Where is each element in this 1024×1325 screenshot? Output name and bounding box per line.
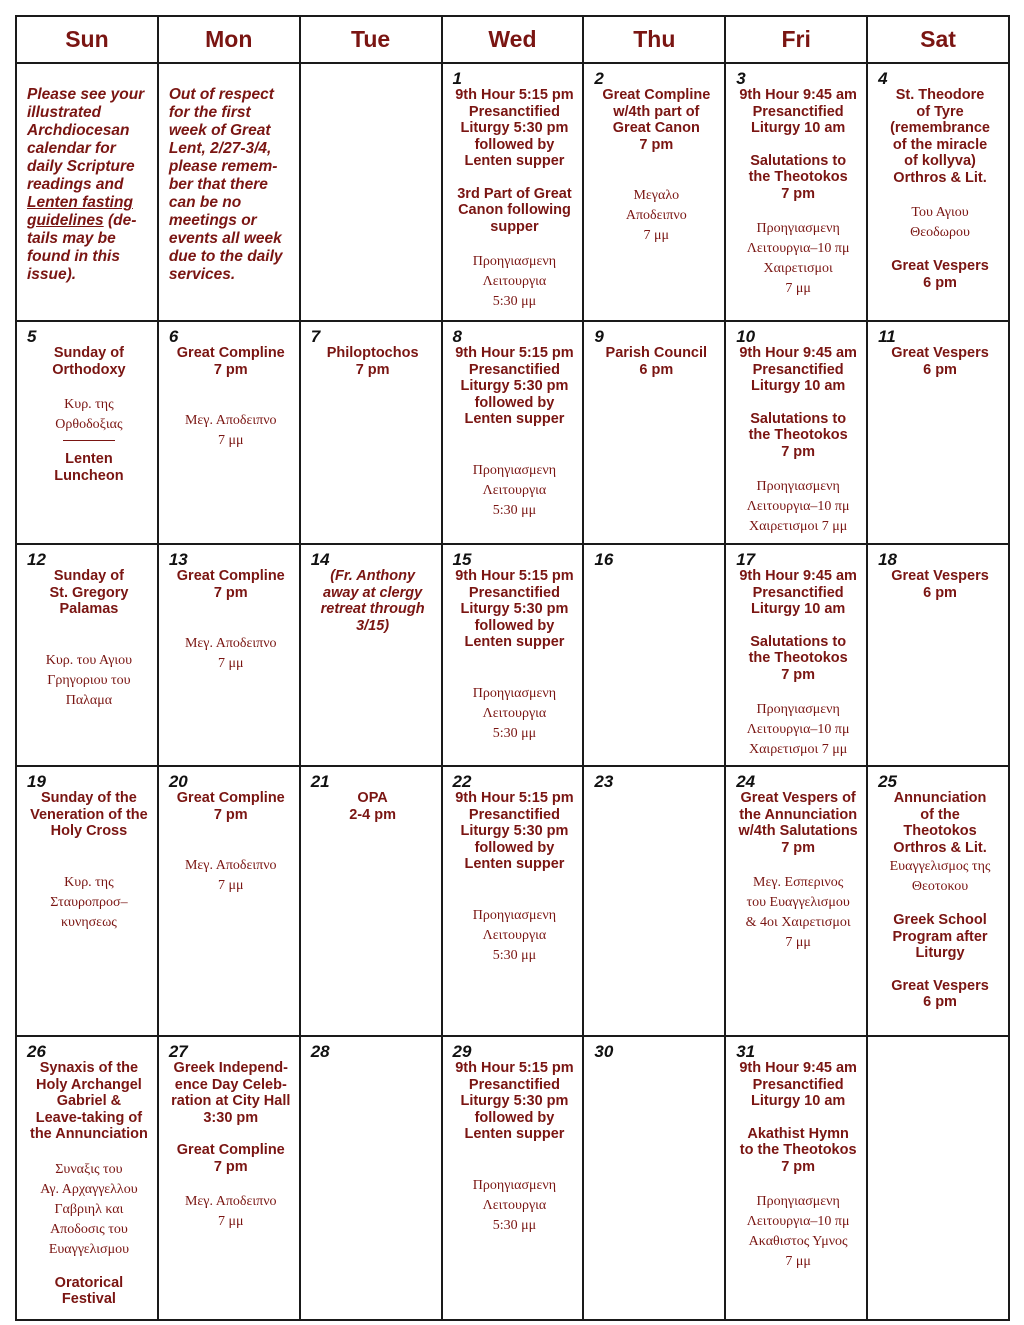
event-text: 2-4 pm <box>349 806 396 823</box>
day-number: 26 <box>27 1042 46 1061</box>
day-number: 5 <box>27 327 37 346</box>
event-text: OPA <box>357 790 388 806</box>
greek-text: 7 μμ <box>218 656 244 671</box>
event-text: Annunciation <box>893 790 987 806</box>
day-number: 31 <box>736 1042 756 1061</box>
day-cell-4 <box>867 63 1009 321</box>
event-text: followed by <box>474 394 555 411</box>
event-text: 6 pm <box>923 361 957 378</box>
event-text: St. Gregory <box>49 584 129 601</box>
event-text: Lenten <box>65 451 113 467</box>
day-number: 13 <box>168 550 188 569</box>
greek-text: Λειτουργια–10 πμ <box>746 499 850 514</box>
day-cell-8 <box>442 321 584 544</box>
event-text: 6 pm <box>923 274 957 291</box>
event-text: 7 pm <box>781 666 816 683</box>
day-number: 6 <box>168 327 179 346</box>
greek-text: 5:30 μμ <box>492 947 537 963</box>
event-text: the Annunciation <box>739 806 858 823</box>
day-number: 15 <box>452 550 472 569</box>
event-text: Great Vespers <box>891 977 989 994</box>
greek-text: Κυρ. της <box>64 397 114 412</box>
day-number: 14 <box>310 550 330 569</box>
greek-text: Λειτουργια–10 πμ <box>746 1214 850 1229</box>
event-text: Parish Council <box>605 345 708 361</box>
greek-text: Προηγιασμενη <box>472 1177 557 1193</box>
greek-text: Θεοτοκου <box>911 879 969 894</box>
greek-text: Αποδοσις του <box>50 1221 128 1237</box>
day-cell-3 <box>725 63 867 321</box>
event-text: Great Compline <box>176 1142 285 1158</box>
day-cell-30 <box>583 1036 725 1320</box>
greek-text: Προηγιασμενη <box>756 221 840 236</box>
event-text: Presanctified <box>468 806 560 823</box>
event-text: of the <box>920 806 960 823</box>
day-number: 18 <box>878 550 897 569</box>
event-text: Presanctified <box>468 1076 560 1093</box>
day-number: 4 <box>878 69 888 88</box>
day-cell-11 <box>867 321 1009 544</box>
event-text: Philoptochos <box>326 345 419 361</box>
greek-text: 7 μμ <box>785 935 811 950</box>
greek-text: Ακαθιστος Υμνος <box>748 1234 848 1249</box>
event-text: 3/15) <box>356 617 390 634</box>
greek-text: Μεγ. Αποδειπνο <box>184 413 277 428</box>
event-text: 9th Hour 5:15 pm <box>455 87 574 103</box>
event-text: the Theotokos <box>748 650 848 666</box>
day-number: 30 <box>594 1042 614 1061</box>
event-text: Presanctified <box>752 1076 844 1093</box>
event-text: Great Vespers <box>891 258 989 274</box>
note-text-end: (de-tails may be found in this issue). <box>27 212 137 283</box>
day-cell-9 <box>583 321 725 544</box>
day-number: 7 <box>310 327 321 346</box>
greek-text: Χαιρετισμοι <box>763 261 833 276</box>
event-text: of Tyre <box>916 103 964 120</box>
greek-text: Προηγιασμενη <box>756 479 840 494</box>
event-text: Akathist Hymn <box>747 1125 849 1142</box>
event-text: Salutations to <box>750 633 847 650</box>
event-text: Gabriel & <box>56 1093 122 1109</box>
event-text: 6 pm <box>923 994 957 1010</box>
greek-text: 7 μμ <box>218 433 244 448</box>
event-text: Salutations to <box>750 410 847 427</box>
event-text: Great Vespers of <box>740 790 856 806</box>
event-text: Great Compline <box>602 87 711 103</box>
greek-text: 5:30 μμ <box>492 725 537 741</box>
day-cell-24 <box>725 766 867 1036</box>
day-cell-25 <box>867 766 1009 1036</box>
event-text: Synaxis of the <box>39 1060 139 1076</box>
greek-text: Ορθοδοξιας <box>55 417 123 432</box>
event-text: Salutations to <box>750 152 847 169</box>
greek-text: Λειτουργια <box>482 927 547 943</box>
week-row-4 <box>16 766 1009 1036</box>
event-text: 3:30 pm <box>203 1109 259 1126</box>
day-cell-6 <box>158 321 300 544</box>
event-text: Lenten supper <box>464 153 565 169</box>
event-text: Orthros & Lit. <box>893 169 987 186</box>
weekday-header-tue: Tue <box>300 16 442 63</box>
day-number: 17 <box>736 550 756 569</box>
note-text: Please see your illustrated Archdiocesan calendar for daily Scripture readings and <box>27 86 145 193</box>
event-text: Lenten supper <box>464 634 565 650</box>
day-cell-23 <box>583 766 725 1036</box>
event-text: of kollyva) <box>904 153 976 169</box>
event-text: followed by <box>474 617 555 634</box>
greek-text: Κυρ. της <box>64 874 114 890</box>
event-text: the Theotokos <box>748 169 848 185</box>
day-cell-14 <box>300 544 442 766</box>
greek-text: Συναξις του <box>55 1161 123 1177</box>
weekday-header-mon: Mon <box>158 16 300 63</box>
event-text: 6 pm <box>923 584 957 601</box>
event-text: 9th Hour 5:15 pm <box>455 1060 574 1076</box>
event-text: Liturgy 10 am <box>751 601 846 617</box>
weekday-header-thu: Thu <box>583 16 725 63</box>
event-text: 7 pm <box>639 136 674 153</box>
event-text: Liturgy 5:30 pm <box>460 823 569 839</box>
greek-text: Μεγαλο <box>633 188 680 203</box>
fasting-note <box>27 86 151 284</box>
event-text: Festival <box>61 1291 116 1307</box>
event-text: 9th Hour 5:15 pm <box>455 345 574 361</box>
event-text: Great Canon <box>612 120 700 136</box>
event-text: St. Theodore <box>895 87 985 103</box>
event-text: 7 pm <box>781 185 816 202</box>
event-text: Luncheon <box>54 467 124 484</box>
event-text: ration at City Hall <box>171 1093 291 1109</box>
day-cell-17 <box>725 544 867 766</box>
event-text: Liturgy 5:30 pm <box>460 1093 569 1109</box>
event-text: followed by <box>474 136 555 153</box>
day-cell-21 <box>300 766 442 1036</box>
event-text: supper <box>490 218 539 235</box>
event-text: Sunday of <box>53 568 124 584</box>
day-cell-10 <box>725 321 867 544</box>
greek-text: Του Αγιου <box>911 205 969 220</box>
greek-text: Μεγ. Εσπερινος <box>753 875 844 890</box>
event-text: the Annunciation <box>29 1126 148 1142</box>
event-text: followed by <box>474 839 555 856</box>
greek-text: Χαιρετισμοι 7 μμ <box>748 519 848 534</box>
week-row-5 <box>16 1036 1009 1320</box>
day-number: 10 <box>736 327 756 346</box>
event-text: Holy Cross <box>50 823 128 839</box>
event-text: away at clergy <box>323 584 423 601</box>
greek-text: Γαβριηλ και <box>54 1201 124 1217</box>
greek-text: Προηγιασμενη <box>756 1194 840 1209</box>
event-text: 3rd Part of Great <box>457 185 572 202</box>
day-number: 8 <box>452 327 462 346</box>
day-cell-2 <box>583 63 725 321</box>
greek-text: 5:30 μμ <box>492 1217 537 1233</box>
day-number: 27 <box>168 1042 188 1061</box>
day-number: 28 <box>310 1042 330 1061</box>
event-text: Program after <box>892 928 988 945</box>
day-cell-empty <box>867 1036 1009 1320</box>
greek-text: Προηγιασμενη <box>472 685 557 701</box>
weekday-header-wed: Wed <box>442 16 584 63</box>
event-text: Great Compline <box>176 345 285 361</box>
day-cell-13 <box>158 544 300 766</box>
event-text: followed by <box>474 1109 555 1126</box>
event-text: Great Compline <box>176 790 285 806</box>
greek-text: Σταυροπροσ– <box>50 894 128 910</box>
week-row-2 <box>16 321 1009 544</box>
event-text: Liturgy 5:30 pm <box>460 120 569 136</box>
event-text: Orthros & Lit. <box>893 839 987 856</box>
event-text: Greek School <box>893 912 987 928</box>
event-text: Presanctified <box>468 361 560 378</box>
divider <box>63 440 115 441</box>
event-text: Liturgy 10 am <box>751 378 846 394</box>
day-cell-27 <box>158 1036 300 1320</box>
day-number: 2 <box>594 69 604 88</box>
event-text: Liturgy 5:30 pm <box>460 378 569 394</box>
greek-text: 7 μμ <box>218 1214 244 1229</box>
event-text: Great Vespers <box>891 345 989 361</box>
day-number: 22 <box>452 772 472 791</box>
day-cell-22 <box>442 766 584 1036</box>
event-text: w/4th Salutations <box>738 823 858 839</box>
day-cell-5 <box>16 321 158 544</box>
event-text: (remembrance <box>890 120 990 136</box>
greek-text: Παλαμα <box>65 692 113 708</box>
event-text: Presanctified <box>468 584 560 601</box>
event-text: Presanctified <box>752 103 844 120</box>
event-text: ence Day Celeb- <box>174 1076 287 1093</box>
event-text: Great Vespers <box>891 568 989 584</box>
day-number: 23 <box>594 772 614 791</box>
fasting-guidelines-link[interactable]: Lenten fasting guidelines <box>27 194 133 229</box>
event-text: Orthodoxy <box>52 361 126 378</box>
greek-text: Αγ. Αρχαγγελλου <box>40 1181 138 1197</box>
event-text: Presanctified <box>752 361 844 378</box>
event-text: 9th Hour 9:45 am <box>739 345 857 361</box>
event-text: Lenten supper <box>464 856 565 872</box>
weekday-header-sun: Sun <box>16 16 158 63</box>
greek-text: Λειτουργια <box>482 482 547 498</box>
event-text: Lenten supper <box>464 1126 565 1142</box>
greek-text: 7 μμ <box>785 1254 811 1269</box>
day-cell-18 <box>867 544 1009 766</box>
event-text: Great Compline <box>176 568 285 584</box>
greek-text: Χαιρετισμοι 7 μμ <box>748 742 848 757</box>
greek-text: Αποδειπνο <box>625 208 687 223</box>
day-cell-29 <box>442 1036 584 1320</box>
greek-text: Λειτουργια–10 πμ <box>746 241 850 256</box>
day-cell-28 <box>300 1036 442 1320</box>
greek-text: Θεοδωρου <box>910 225 970 240</box>
event-text: Liturgy 5:30 pm <box>460 601 569 617</box>
day-number: 9 <box>594 327 604 346</box>
event-text: w/4th part of <box>613 103 700 120</box>
event-text: Palamas <box>59 601 119 617</box>
day-number: 29 <box>452 1042 472 1061</box>
day-cell-15 <box>442 544 584 766</box>
day-number: 3 <box>736 69 746 88</box>
week-row-3 <box>16 544 1009 766</box>
greek-text: Λειτουργια <box>482 705 547 721</box>
event-text: Veneration of the <box>30 806 148 823</box>
day-cell-empty <box>300 63 442 321</box>
event-text: Greek Independ- <box>173 1060 288 1076</box>
day-cell-31 <box>725 1036 867 1320</box>
event-text: of the miracle <box>892 136 988 153</box>
greek-text: Κυρ. του Αγιου <box>45 652 133 668</box>
day-number: 11 <box>878 327 896 346</box>
day-cell-7 <box>300 321 442 544</box>
event-text: Sunday of <box>53 345 124 361</box>
day-number: 25 <box>878 772 897 791</box>
week-row-1 <box>16 63 1009 321</box>
day-cell-1 <box>442 63 584 321</box>
event-text: 9th Hour 9:45 am <box>739 87 857 103</box>
day-number: 24 <box>736 772 756 791</box>
day-cell-16 <box>583 544 725 766</box>
greek-text: Γρηγοριου του <box>47 672 131 688</box>
greek-text: 5:30 μμ <box>492 502 537 518</box>
event-text: Holy Archangel <box>36 1076 142 1093</box>
event-text: 6 pm <box>639 361 674 378</box>
weekday-header-sat: Sat <box>867 16 1009 63</box>
weekday-header-row <box>16 16 1009 63</box>
greek-text: Προηγιασμενη <box>756 702 840 717</box>
day-number: 1 <box>452 69 462 88</box>
event-text: the Theotokos <box>748 427 848 443</box>
event-text: Canon following <box>458 202 571 218</box>
day-cell-notes-mon <box>158 63 300 321</box>
greek-text: 7 μμ <box>785 281 811 296</box>
event-text: Oratorical <box>54 1274 124 1291</box>
greek-text: Λειτουργια <box>482 274 547 289</box>
day-cell-notes-sun <box>16 63 158 321</box>
greek-text: Ευαγγελισμου <box>48 1241 130 1257</box>
event-text: retreat through <box>320 601 425 617</box>
event-text: Presanctified <box>468 103 560 120</box>
greek-text: 7 μμ <box>643 228 670 243</box>
day-cell-20 <box>158 766 300 1036</box>
event-text: 7 pm <box>213 361 248 378</box>
event-text: 7 pm <box>355 361 390 378</box>
day-cell-12 <box>16 544 158 766</box>
day-number: 12 <box>27 550 46 569</box>
event-text: 9th Hour 9:45 am <box>739 568 857 584</box>
greek-text: του Ευαγγελισμου <box>746 895 850 910</box>
event-text: Sunday of the <box>40 790 137 806</box>
event-text: Theotokos <box>903 823 977 839</box>
event-text: 7 pm <box>781 1158 816 1175</box>
event-text: Liturgy 10 am <box>751 1093 846 1109</box>
day-cell-19 <box>16 766 158 1036</box>
event-text: 9th Hour 5:15 pm <box>455 568 574 584</box>
event-text: Presanctified <box>752 584 844 601</box>
greek-text: Λειτουργια–10 πμ <box>746 722 850 737</box>
greek-text: Λειτουργια <box>482 1197 547 1213</box>
greek-text: Μεγ. Αποδειπνο <box>184 1194 277 1209</box>
greek-text: Μεγ. Αποδειπνο <box>184 636 277 651</box>
event-text: 7 pm <box>213 1158 248 1175</box>
day-number: 16 <box>594 550 614 569</box>
event-text: Leave-taking of <box>35 1109 143 1126</box>
event-text: 7 pm <box>781 443 816 460</box>
greek-text: Προηγιασμενη <box>472 907 557 923</box>
event-text: Liturgy <box>915 945 965 961</box>
greek-text: Προηγιασμενη <box>472 254 557 269</box>
event-text: Lenten supper <box>464 411 565 427</box>
day-number: 21 <box>310 772 330 791</box>
weekday-header-fri: Fri <box>725 16 867 63</box>
greek-text: 7 μμ <box>218 878 244 893</box>
day-number: 20 <box>168 772 188 791</box>
calendar-grid <box>15 15 1010 1321</box>
greek-text: & 4οι Χαιρετισμοι <box>745 915 851 930</box>
event-text: 7 pm <box>781 839 816 856</box>
event-text: (Fr. Anthony <box>330 568 416 584</box>
event-text: to the Theotokos <box>739 1142 857 1158</box>
lent-respect-note: Out of respect for the first week of Great Lent, 2/27-3/4, please remem-ber that there can be no meetings or events all week due to the daily services. <box>168 86 283 283</box>
day-cell-26 <box>16 1036 158 1320</box>
greek-text: Μεγ. Αποδειπνο <box>184 858 277 873</box>
event-text: 7 pm <box>213 806 248 823</box>
greek-text: Προηγιασμενη <box>472 462 557 478</box>
event-text: Liturgy 10 am <box>751 120 846 136</box>
greek-text: κυνησεως <box>61 914 117 930</box>
greek-text: Ευαγγελισμος της <box>889 859 991 874</box>
event-text: 9th Hour 9:45 am <box>739 1060 857 1076</box>
event-text: 7 pm <box>213 584 248 601</box>
day-number: 19 <box>27 772 46 791</box>
greek-text: 5:30 μμ <box>492 294 537 309</box>
event-text: 9th Hour 5:15 pm <box>455 790 574 806</box>
